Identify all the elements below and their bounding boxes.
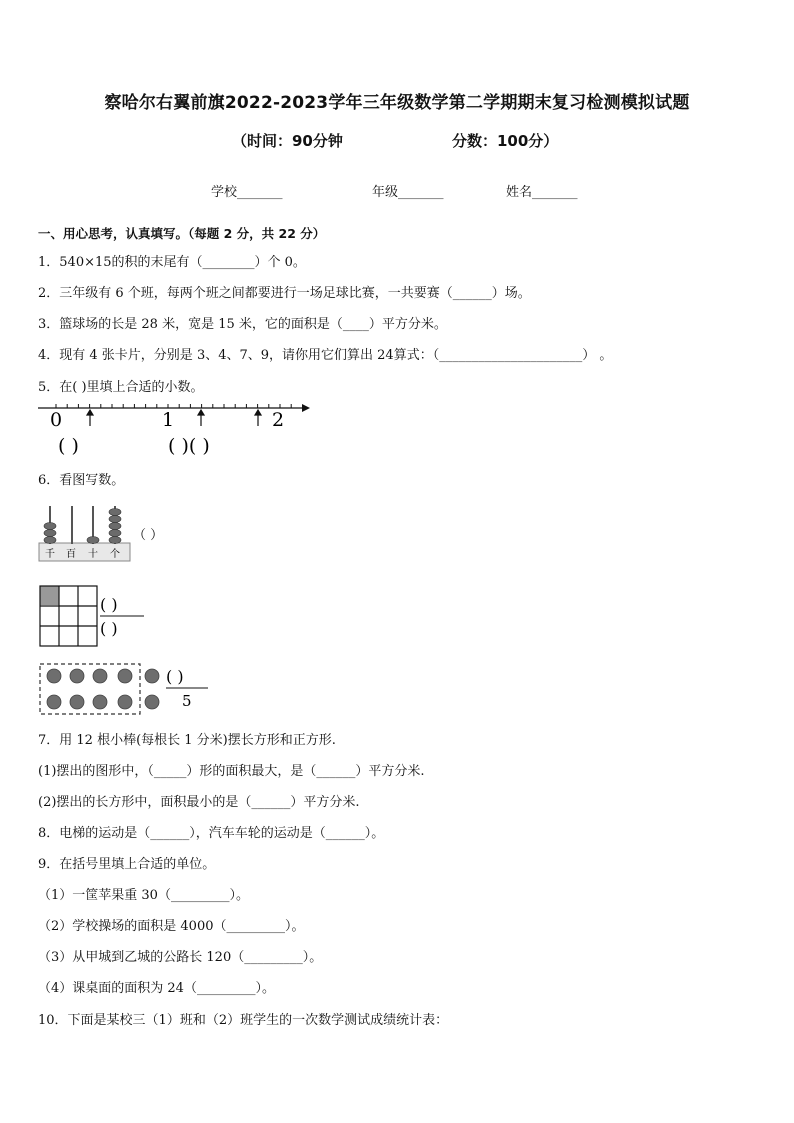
- question-1: 1．540×15的积的末尾有（________）个 0。: [38, 255, 306, 270]
- abacus-label-ones: 个: [110, 549, 120, 560]
- numberline-answer-1: ( ): [58, 435, 79, 457]
- question-8: 8．电梯的运动是（______），汽车车轮的运动是（______）。: [38, 826, 385, 841]
- dots-numerator: ( ): [166, 667, 184, 686]
- abacus-label-tens: 十: [88, 549, 98, 560]
- page-title: 察哈尔右翼前旗2022-2023学年三年级数学第二学期期末复习检测模拟试题: [104, 93, 690, 113]
- grade-field[interactable]: 年级_______: [372, 185, 444, 200]
- numberline-label-1: 1: [162, 409, 175, 431]
- question-9-part-3: （3）从甲城到乙城的公路长 120（_________）。: [38, 950, 323, 965]
- question-9: 9．在括号里填上合适的单位。: [38, 857, 216, 872]
- abacus-label-hundreds: 百: [66, 549, 76, 560]
- name-field[interactable]: 姓名_______: [506, 185, 578, 200]
- question-7-part-1: (1)摆出的图形中，（_____）形的面积最大，是（______）平方分米.: [38, 764, 425, 779]
- question-4: 4．现有 4 张卡片，分别是 3、4、7、9，请你用它们算出 24算式：（______________________） 。: [38, 348, 613, 363]
- question-3: 3．篮球场的长是 28 米，宽是 15 米，它的面积是（____）平方分米。: [38, 317, 447, 332]
- question-10: 10．下面是某校三（1）班和（2）班学生的一次数学测试成绩统计表：: [38, 1013, 449, 1028]
- grid-fraction: [98, 592, 148, 642]
- question-6: 6．看图写数。: [38, 473, 125, 488]
- dots-fraction: [164, 664, 214, 712]
- abacus-image: [38, 500, 132, 564]
- question-5: 5．在( )里填上合适的小数。: [38, 380, 204, 395]
- section-heading: 一、用心思考，认真填写。（每题 2 分，共 22 分）: [38, 226, 326, 241]
- fraction-grid: [38, 584, 100, 648]
- abacus-answer: （ ）: [133, 528, 164, 543]
- abacus-label-thousands: 千: [45, 549, 55, 560]
- exam-time: （时间：90分钟: [232, 132, 343, 150]
- question-9-part-1: （1）一筐苹果重 30（_________）。: [38, 888, 249, 903]
- numberline-label-2: 2: [272, 409, 285, 431]
- question-7-part-2: (2)摆出的长方形中，面积最小的是（______）平方分米.: [38, 795, 360, 810]
- question-2: 2．三年级有 6 个班，每两个班之间都要进行一场足球比赛，一共要赛（______）场。: [38, 286, 531, 301]
- numberline-label-0: 0: [50, 409, 63, 431]
- grid-denominator: ( ): [100, 619, 118, 638]
- question-9-part-4: （4）课桌面的面积为 24（_________）。: [38, 981, 275, 996]
- dots-image: [38, 662, 168, 718]
- exam-score: 分数：100分）: [452, 132, 559, 150]
- school-field[interactable]: 学校_______: [211, 185, 283, 200]
- dots-denominator: 5: [182, 692, 192, 710]
- question-7: 7．用 12 根小棒(每根长 1 分米)摆长方形和正方形.: [38, 733, 336, 748]
- numberline-answer-2: ( )( ): [168, 435, 210, 457]
- question-9-part-2: （2）学校操场的面积是 4000（_________）。: [38, 919, 305, 934]
- grid-numerator: ( ): [100, 595, 118, 614]
- number-line: [36, 398, 316, 460]
